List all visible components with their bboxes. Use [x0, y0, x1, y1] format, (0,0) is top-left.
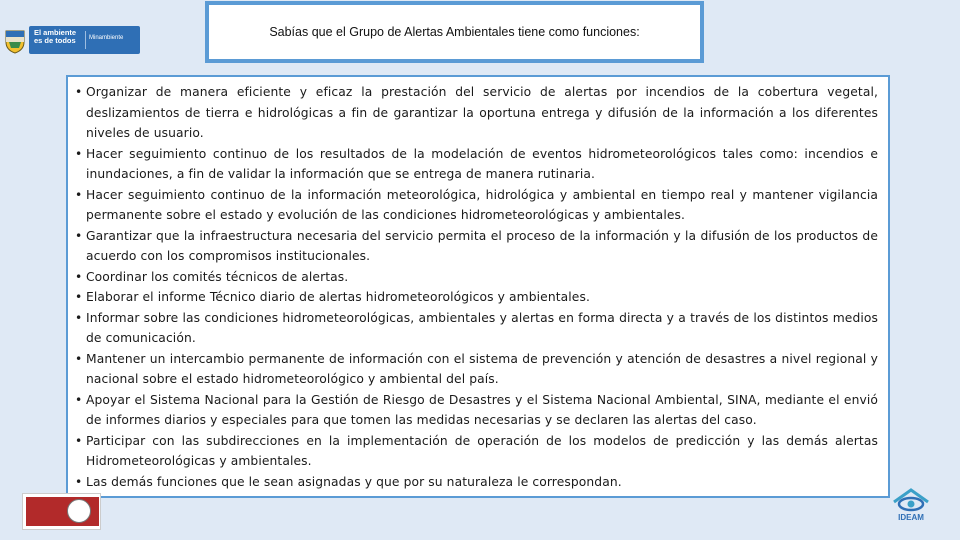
bullet-icon: •	[75, 351, 83, 366]
government-logo	[0, 24, 140, 56]
bullet-icon: •	[75, 392, 83, 407]
ministry-banner	[29, 26, 140, 54]
functions-list	[75, 82, 878, 492]
function-text: Organizar de manera eficiente y eficaz la prestación del servicio de alertas por incendios de la cobertura vegetal, deslizamientos de tierra e hidrológicas a fin de garantizar la oportuna entrega y difusión de la información a los diferentes niveles de usuario.	[86, 85, 878, 140]
bullet-icon: •	[75, 433, 83, 448]
certification-seal-icon	[67, 499, 91, 523]
slogan-line-1: El ambiente	[34, 28, 77, 37]
function-item	[75, 226, 878, 267]
function-text: Garantizar que la infraestructura necesaria del servicio permita el proceso de la información y la difusión de los productos de acuerdo con los compromisos institucionales.	[86, 228, 878, 263]
function-text: Hacer seguimiento continuo de los resultados de la modelación de eventos hidrometeorológicos tales como: incendios e inundaciones, a fin de validar la información que se entrega de manera rutinaria.	[86, 146, 878, 181]
bullet-icon: •	[75, 474, 83, 489]
bullet-icon: •	[75, 228, 83, 243]
government-slogan	[34, 29, 84, 45]
function-item	[75, 185, 878, 226]
function-text: Elaborar el informe Técnico diario de alertas hidrometeorológicos y ambientales.	[86, 290, 590, 304]
ministry-name: Minambiente	[89, 35, 124, 41]
bullet-icon: •	[75, 146, 83, 161]
bullet-icon: •	[75, 187, 83, 202]
ideam-label: IDEAM	[898, 513, 924, 522]
title-box	[205, 1, 704, 63]
function-item	[75, 267, 878, 288]
function-item	[75, 349, 878, 390]
function-text: Mantener un intercambio permanente de información con el sistema de prevención y atención de desastres a nivel regional y nacional sobre el estado hidrometeorológico y ambiental del país.	[86, 351, 878, 386]
bullet-icon: •	[75, 269, 83, 284]
function-text: Informar sobre las condiciones hidrometeorológicas, ambientales y alertas en forma directa y a través de los distintos medios de comunicación.	[86, 310, 878, 345]
colombia-shield-icon	[4, 28, 26, 54]
slogan-line-2: es de todos	[34, 36, 76, 45]
logo-divider	[85, 31, 86, 49]
function-text: Participar con las subdirecciones en la implementación de operación de los modelos de predicción y las demás alertas Hidrometeorológicas y ambientales.	[86, 433, 878, 468]
bullet-icon: •	[75, 310, 83, 325]
bullet-icon: •	[75, 85, 83, 99]
function-item	[75, 308, 878, 349]
function-text: Coordinar los comités técnicos de alertas.	[86, 269, 349, 284]
function-item	[75, 390, 878, 431]
function-item	[75, 472, 878, 493]
functions-panel	[66, 75, 890, 498]
bullet-icon: •	[75, 290, 83, 304]
certification-logo	[22, 493, 101, 530]
function-item	[75, 431, 878, 472]
function-text: Apoyar el Sistema Nacional para la Gestión de Riesgo de Desastres y el Sistema Nacional Ambiental, SINA, mediante el envió de informes diarios y especiales para que tomen las medidas necesarias y se declaren las alertas del caso.	[86, 392, 878, 427]
page-title: Sabías que el Grupo de Alertas Ambientales tiene como funciones:	[269, 25, 640, 39]
function-item	[75, 144, 878, 185]
function-item	[75, 287, 878, 308]
function-text: Las demás funciones que le sean asignadas y que por su naturaleza le correspondan.	[86, 474, 622, 489]
function-text: Hacer seguimiento continuo de la información meteorológica, hidrológica y ambiental en tiempo real y mantener vigilancia permanente sobre el estado y evolución de las condiciones hidrometeorológicas y ambientales.	[86, 187, 878, 222]
function-item	[75, 82, 878, 144]
